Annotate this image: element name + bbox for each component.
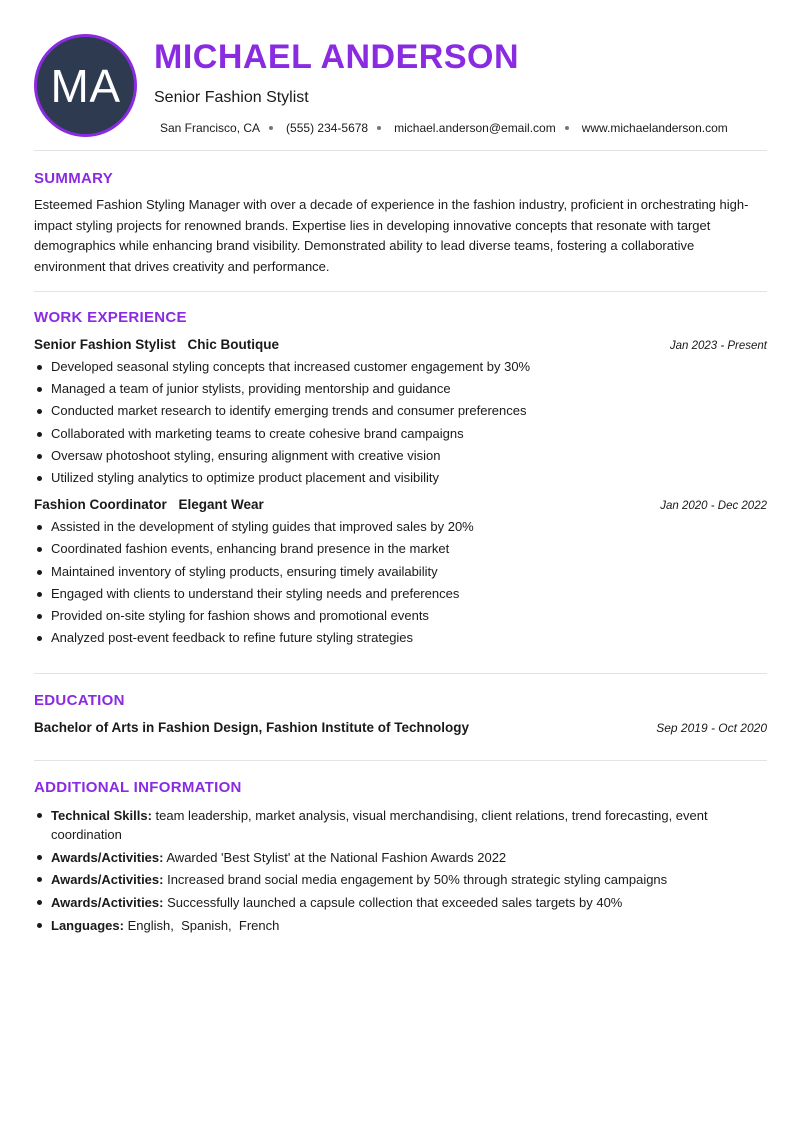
job-company: Chic Boutique [187,337,280,352]
education-dates: Sep 2019 - Oct 2020 [656,721,767,736]
info-label: Awards/Activities: [51,872,164,888]
job-company: Elegant Wear [178,497,264,513]
info-item [34,848,767,867]
bullet-item: Conducted market research to identify emerging trends and consumer preferences [34,400,767,422]
avatar [34,34,137,137]
contact-phone: (555) 234-5678 [286,121,369,135]
bullet-item: Maintained inventory of styling products, ensuring timely availability [34,561,767,583]
job-bullets [34,516,767,649]
additional-section [34,761,767,935]
resume-header [34,34,767,150]
summary-section [34,151,767,277]
job-dates: Jan 2020 - Dec 2022 [660,500,767,513]
candidate-name: MICHAEL ANDERSON [154,38,520,76]
summary-text: Esteemed Fashion Styling Manager with over a decade of experience in the fashion industry, proficient in orchestrating high-impact styling projects for renowned brands. Expertise lies in developing innovative concepts that resonate with target demographics while enhancing brand visibility. Demonstrated ability to lead diverse teams, fostering a collaborative environment that drives creativity and performance. [34,197,749,274]
bullet-item: Analyzed post-event feedback to refine future styling strategies [34,627,767,649]
bullet-item: Developed seasonal styling concepts that increased customer engagement by 30% [34,356,767,378]
bullet-item: Managed a team of junior stylists, providing mentorship and guidance [34,378,767,400]
info-item [34,870,767,889]
info-label: Languages: [51,917,124,933]
education-section [34,674,767,735]
separator-dot-icon [565,126,569,130]
education-entry [34,720,767,735]
education-degree: Bachelor of Arts in Fashion Design, Fashion Institute of Technology [34,720,470,736]
bullet-item: Oversaw photoshoot styling, ensuring alignment with creative vision [34,445,767,467]
job-role: Senior Fashion Stylist [34,337,176,352]
experience-heading: WORK EXPERIENCE [34,309,187,326]
info-label: Awards/Activities: [51,849,164,865]
info-text: team leadership, market analysis, visual merchandising, client relations, trend forecasting, event coordination [51,808,708,843]
additional-list [34,806,767,935]
education-heading: EDUCATION [34,692,125,710]
job-header [34,497,767,512]
bullet-item: Assisted in the development of styling guides that improved sales by 20% [34,516,767,538]
info-label: Awards/Activities: [51,894,164,910]
resume-page [34,34,767,938]
bullet-item: Collaborated with marketing teams to create cohesive brand campaigns [34,423,767,445]
info-text: Increased brand social media engagement by 50% through strategic styling campaigns [167,872,668,888]
bullet-item: Engaged with clients to understand their styling needs and preferences [34,583,767,605]
contact-website[interactable]: www.michaelanderson.com [581,121,728,135]
contact-location: San Francisco, CA [160,121,261,135]
bullet-item: Utilized styling analytics to optimize product placement and visibility [34,467,767,489]
experience-section [34,292,767,649]
info-text: English, Spanish, French [127,917,280,933]
contact-info [160,121,728,135]
contact-email[interactable]: michael.anderson@email.com [394,121,556,135]
info-label: Technical Skills: [51,808,152,824]
bullet-item: Provided on-site styling for fashion shows and promotional events [34,605,767,627]
avatar-initials: MA [50,59,121,112]
info-item [34,806,767,844]
job-dates: Jan 2023 - Present [669,340,767,352]
info-item [34,916,767,935]
info-text: Successfully launched a capsule collection that exceeded sales targets by 40% [167,894,623,910]
candidate-title: Senior Fashion Stylist [154,89,309,106]
info-text: Awarded 'Best Stylist' at the National Fashion Awards 2022 [166,849,507,865]
job-entry [34,497,767,649]
job-entry [34,337,767,489]
info-item [34,893,767,912]
summary-heading: SUMMARY [34,170,114,187]
job-header [34,337,767,352]
additional-heading: ADDITIONAL INFORMATION [34,779,242,797]
bullet-item: Coordinated fashion events, enhancing brand presence in the market [34,538,767,560]
job-role: Fashion Coordinator [34,497,167,513]
separator-dot-icon [269,126,273,130]
separator-dot-icon [377,126,381,130]
job-bullets [34,356,767,489]
